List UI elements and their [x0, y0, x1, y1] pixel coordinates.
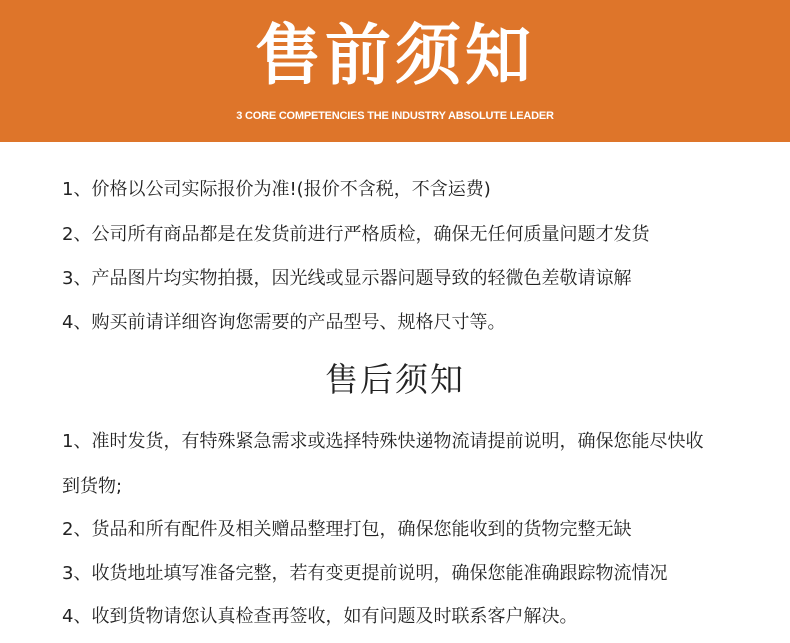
pre-sale-item-2: 2、公司所有商品都是在发货前进行严格质检，确保无任何质量问题才发货 [62, 224, 650, 245]
after-sale-item-2: 2、货品和所有配件及相关赠品整理打包，确保您能收到的货物完整无缺 [62, 519, 632, 540]
after-sale-item-3: 3、收货地址填写准备完整，若有变更提前说明，确保您能准确跟踪物流情况 [62, 563, 668, 584]
pre-sale-item-1: 1、价格以公司实际报价为准!(报价不含税，不含运费) [62, 179, 491, 200]
after-sale-item-1-cont: 到货物; [62, 476, 123, 497]
pre-sale-item-4: 4、购买前请详细咨询您需要的产品型号、规格尺寸等。 [62, 312, 506, 333]
banner-subtitle: 3 CORE COMPETENCIES THE INDUSTRY ABSOLUTE LEADER [236, 110, 554, 122]
after-sale-title: 售后须知 [325, 360, 465, 399]
pre-sale-item-3: 3、产品图片均实物拍摄，因光线或显示器问题导致的轻微色差敬请谅解 [62, 268, 632, 289]
header-banner [0, 0, 790, 142]
after-sale-item-1: 1、准时发货，有特殊紧急需求或选择特殊快递物流请提前说明，确保您能尽快收 [62, 431, 704, 452]
after-sale-item-4: 4、收到货物请您认真检查再签收，如有问题及时联系客户解决。 [62, 606, 578, 627]
banner-title: 售前须知 [255, 17, 535, 94]
